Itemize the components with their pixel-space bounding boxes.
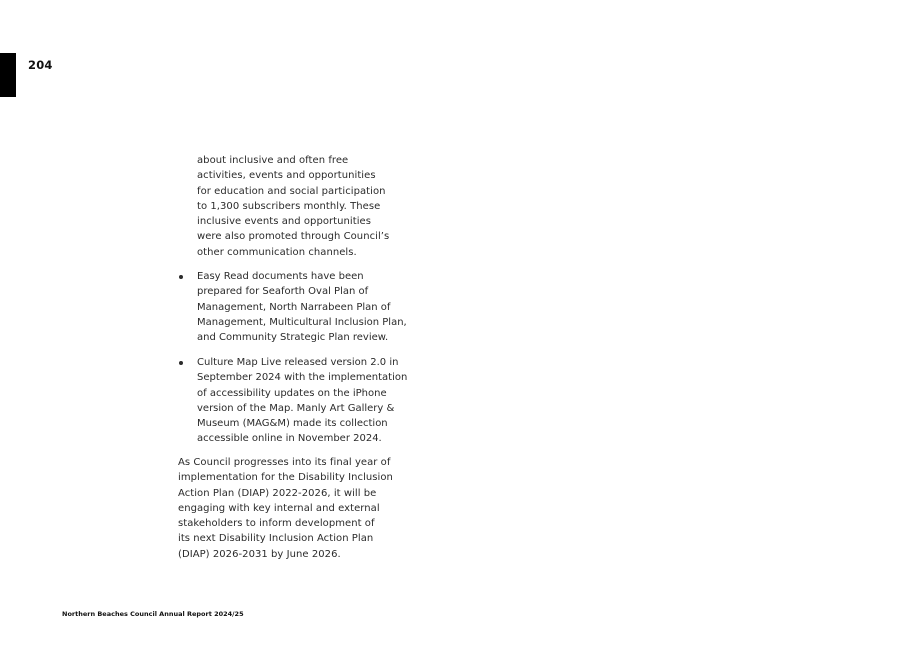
report-footer: Northern Beaches Council Annual Report 2024/25 xyxy=(62,610,244,618)
bullet-line: and Community Strategic Plan review. xyxy=(197,332,389,344)
continuation-paragraph xyxy=(197,153,389,260)
bullet-line: Museum (MAG&M) made its collection xyxy=(197,418,388,430)
closing-paragraph xyxy=(178,455,393,562)
paragraph-line: stakeholders to inform development of xyxy=(178,518,375,530)
bullet-item-culture-map xyxy=(178,355,407,447)
bullet-line: Culture Map Live released version 2.0 in xyxy=(197,356,399,368)
page-number: 204 xyxy=(28,58,53,72)
bullet-list xyxy=(178,269,407,456)
paragraph-line: implementation for the Disability Inclusion xyxy=(178,472,393,484)
paragraph-line: its next Disability Inclusion Action Plan xyxy=(178,533,374,545)
bullet-item-easy-read xyxy=(178,269,407,345)
paragraph-line: activities, events and opportunities xyxy=(197,170,376,182)
paragraph-line: (DIAP) 2026-2031 by June 2026. xyxy=(178,548,341,560)
bullet-dot-icon xyxy=(179,275,183,279)
bullet-line: prepared for Seaforth Oval Plan of xyxy=(197,286,369,298)
paragraph-line: engaging with key internal and external xyxy=(178,502,380,514)
paragraph-line: for education and social participation xyxy=(197,185,386,197)
paragraph-line: Action Plan (DIAP) 2022-2026, it will be xyxy=(178,487,377,499)
paragraph-line: As Council progresses into its final year of xyxy=(178,457,391,468)
bullet-line: version of the Map. Manly Art Gallery & xyxy=(197,402,395,414)
paragraph-line: other communication channels. xyxy=(197,246,357,258)
paragraph-line: to 1,300 subscribers monthly. These xyxy=(197,200,381,212)
bullet-line: Management, North Narrabeen Plan of xyxy=(197,301,391,313)
bullet-line: accessible online in November 2024. xyxy=(197,433,382,445)
paragraph-line: about inclusive and often free xyxy=(197,155,349,166)
paragraph-line: inclusive events and opportunities xyxy=(197,216,372,228)
bullet-line: September 2024 with the implementation xyxy=(197,372,408,384)
bullet-line: Easy Read documents have been xyxy=(197,271,364,282)
bullet-line: Management, Multicultural Inclusion Plan, xyxy=(197,316,407,328)
bullet-line: of accessibility updates on the iPhone xyxy=(197,387,387,399)
bullet-dot-icon xyxy=(179,361,183,365)
page-tab-marker xyxy=(0,53,16,97)
paragraph-line: were also promoted through Council’s xyxy=(197,231,390,243)
